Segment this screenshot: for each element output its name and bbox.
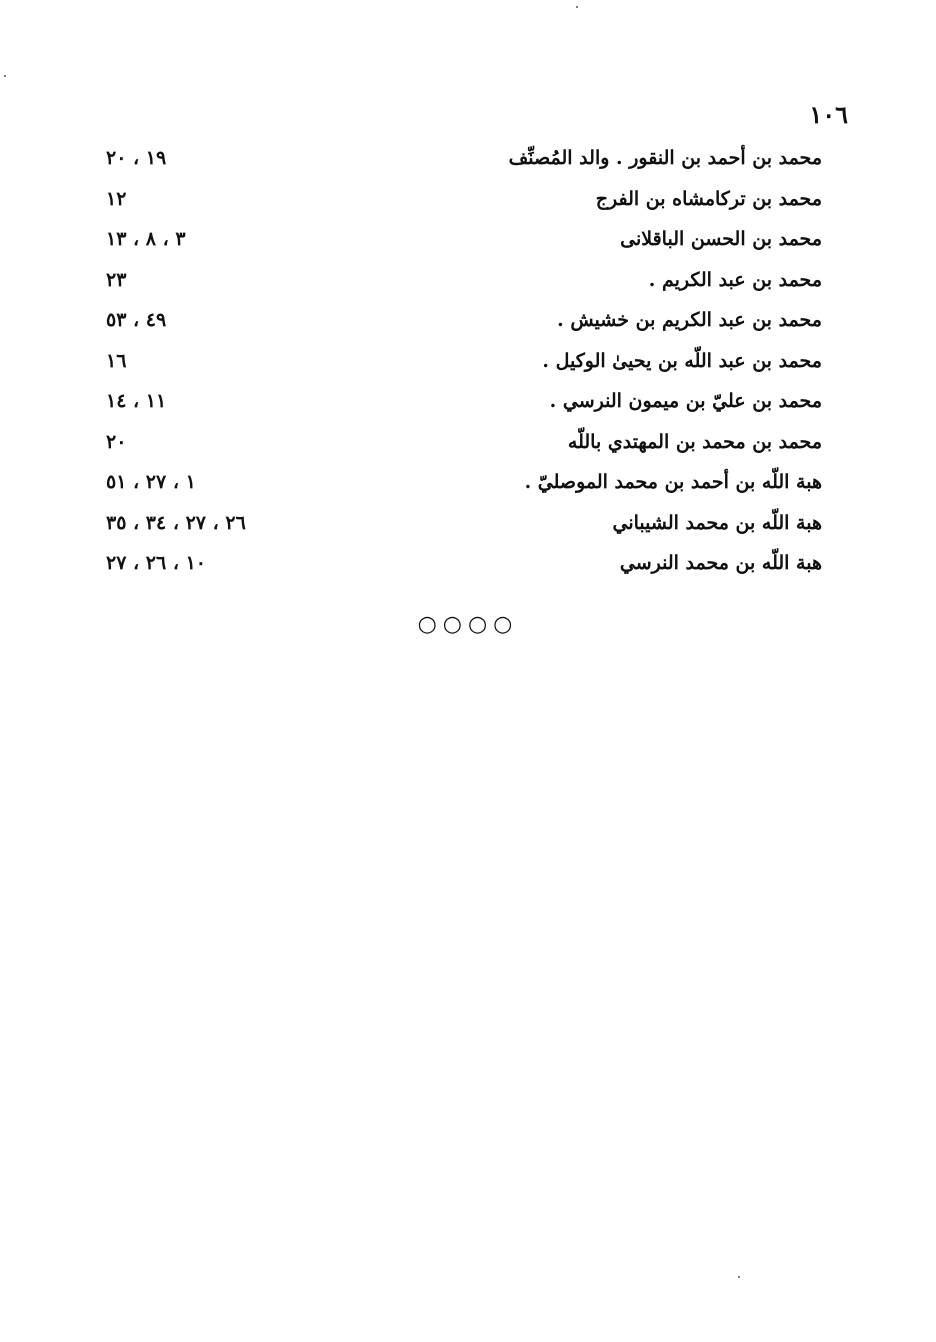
- scan-speck: [4, 75, 6, 77]
- entry-pages: ١٠ ، ٢٦ ، ٢٧: [106, 552, 207, 574]
- entry-pages: ٢٠: [106, 430, 127, 453]
- index-entry: [100, 346, 822, 387]
- entry-name: محمد بن تركامشاه بن الفرج: [595, 187, 822, 210]
- end-ornament: ○○○○: [417, 612, 519, 637]
- entry-name: محمد بن عليّ بن ميمون النرسي .: [549, 390, 822, 412]
- entry-pages: ١ ، ٢٧ ، ٥١: [106, 471, 196, 493]
- index-entry: [100, 184, 822, 225]
- entry-name: هبة اللّه بن محمد الشيباني: [612, 511, 822, 534]
- entry-name: محمد بن محمد بن المهتدي باللّه: [567, 430, 822, 453]
- index-entry: [100, 467, 822, 508]
- entry-pages: ٣ ، ٨ ، ١٣: [106, 228, 186, 250]
- entry-name: محمد بن عبد الكريم .: [648, 268, 822, 291]
- index-entry: [100, 427, 822, 468]
- entry-pages: ١٩ ، ٢٠: [106, 147, 167, 169]
- entry-pages: ١٢: [106, 187, 127, 210]
- index-entry: [100, 265, 822, 306]
- entry-name: محمد بن عبد اللّه بن يحيىٰ الوكيل .: [542, 349, 822, 372]
- entry-pages: ٢٣: [106, 268, 127, 291]
- index-entry: [100, 386, 822, 427]
- scan-speck: [738, 1276, 740, 1278]
- index-list: [100, 143, 822, 589]
- index-entry: [100, 548, 822, 589]
- entry-name: محمد بن عبد الكريم بن خشيش .: [557, 309, 822, 331]
- entry-pages: ١١ ، ١٤: [106, 390, 167, 412]
- entry-pages: ٤٩ ، ٥٣: [106, 309, 167, 331]
- entry-name: هبة اللّه بن أحمد بن محمد الموصليّ .: [524, 471, 822, 493]
- index-entry: [100, 305, 822, 346]
- entry-pages: ٢٦ ، ٢٧ ، ٣٤ ، ٣٥: [106, 511, 246, 534]
- index-entry: [100, 224, 822, 265]
- index-entry: [100, 143, 822, 184]
- entry-pages: ١٦: [106, 349, 127, 372]
- index-entry: [100, 508, 822, 549]
- page-number: ١٠٦: [809, 100, 848, 129]
- entry-name: محمد بن أحمد بن النقور . والد المُصنِّف: [508, 147, 822, 169]
- entry-name: هبة اللّه بن محمد النرسي: [619, 552, 822, 574]
- scan-speck: [576, 6, 578, 8]
- entry-name: محمد بن الحسن الباقلانى: [620, 228, 822, 250]
